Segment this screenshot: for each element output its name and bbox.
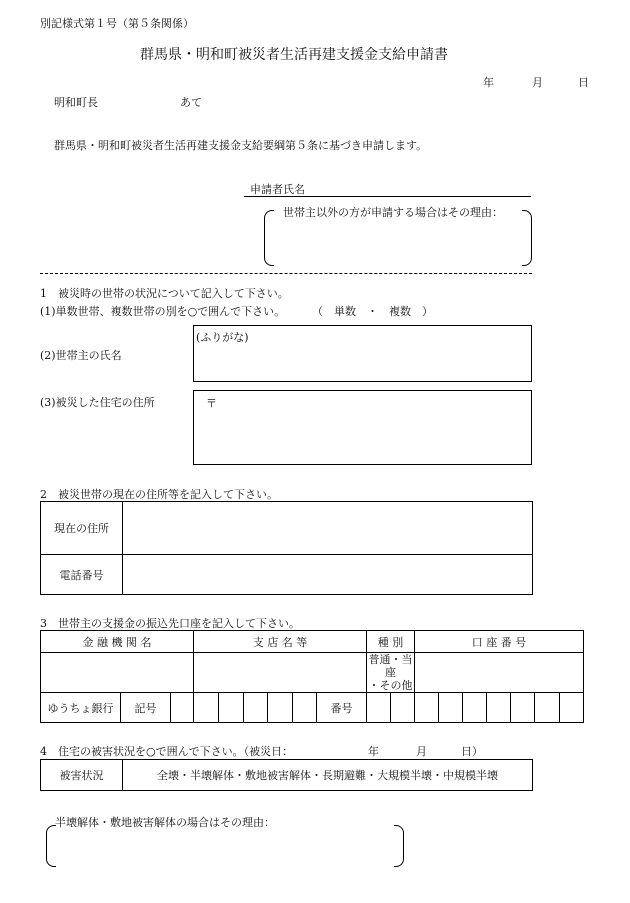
bango-digit-box[interactable] <box>511 693 535 723</box>
partial-demolition-bracket-right <box>394 825 404 867</box>
damage-status-table <box>40 759 533 791</box>
branch-name-field[interactable] <box>194 653 367 693</box>
bango-label: 番号 <box>317 693 367 723</box>
partial-demolition-reason-field[interactable] <box>56 830 394 864</box>
kigo-label: 記号 <box>121 693 171 723</box>
section1-heading: 1 被災時の世帯の状況について記入して下さい。 <box>40 287 289 300</box>
damage-status-label: 被害状況 <box>41 760 123 791</box>
bango-digit-box[interactable] <box>560 693 584 723</box>
furigana-label: (ふりがな) <box>196 331 249 344</box>
bango-digit-box[interactable] <box>535 693 560 723</box>
phone-label: 電話番号 <box>41 555 123 595</box>
section3-heading: 3 世帯主の支援金の振込先口座を記入して下さい。 <box>40 617 300 630</box>
applicant-name-label: 申請者氏名 <box>250 183 305 196</box>
kigo-digit-box[interactable] <box>194 693 219 723</box>
damage-status-options[interactable]: 全壊・半壊解体・敷地被害解体・長期避難・大規模半壊・中規模半壊 <box>123 760 533 791</box>
addressee: 明和町長 <box>54 96 98 109</box>
disaster-date-year: 年 <box>368 745 379 758</box>
kigo-digit-box[interactable] <box>219 693 244 723</box>
section-divider <box>40 273 532 274</box>
damaged-address-label: (3)被災した住宅の住所 <box>40 396 155 409</box>
partial-demolition-reason-label: 半壊解体・敷地被害解体の場合はその理由： <box>55 816 275 829</box>
kigo-digit-box[interactable] <box>268 693 293 723</box>
account-number-header: 口 座 番 号 <box>415 631 584 653</box>
head-name-field[interactable] <box>193 325 532 382</box>
bank-name-field[interactable] <box>41 653 194 693</box>
applicant-reason-bracket-right <box>522 210 532 266</box>
head-name-label: (2)世帯主の氏名 <box>40 349 122 362</box>
date-month-label: 月 <box>532 76 543 89</box>
addressee-suffix: あて <box>180 96 202 109</box>
form-number: 別記様式第１号（第５条関係） <box>40 17 194 30</box>
account-type-options[interactable] <box>367 653 415 693</box>
bango-digit-box[interactable] <box>439 693 463 723</box>
page-title: 群馬県・明和町被災者生活再建支援金支給申請書 <box>140 47 448 63</box>
current-address-field[interactable] <box>123 502 533 555</box>
partial-demolition-bracket-left <box>46 825 56 867</box>
current-address-table <box>40 501 533 595</box>
kigo-digit-box[interactable] <box>244 693 268 723</box>
section4-heading: 4 住宅の被害状況を○で囲んで下さい。（被災日： <box>40 745 294 758</box>
applicant-name-line[interactable] <box>244 196 531 197</box>
bango-digit-box[interactable] <box>463 693 487 723</box>
bango-digit-box[interactable] <box>391 693 415 723</box>
disaster-date-month: 月 <box>416 745 427 758</box>
kigo-digit-box[interactable] <box>171 693 194 723</box>
bank-account-table <box>40 630 584 723</box>
date-year-label: 年 <box>483 76 494 89</box>
account-number-field[interactable] <box>415 653 584 693</box>
applicant-reason-bracket-left <box>264 210 274 266</box>
applicant-reason-label: 世帯主以外の方が申請する場合はその理由： <box>283 206 503 219</box>
date-day-label: 日 <box>578 76 589 89</box>
bango-digit-box[interactable] <box>415 693 439 723</box>
application-statement: 群馬県・明和町被災者生活再建支援金支給要綱第５条に基づき申請します。 <box>54 139 428 152</box>
account-type-header: 種 別 <box>367 631 415 653</box>
bango-digit-box[interactable] <box>367 693 391 723</box>
applicant-reason-field[interactable] <box>274 216 522 260</box>
section2-heading: 2 被災世帯の現在の住所等を記入して下さい。 <box>40 488 278 501</box>
household-type-options[interactable]: （ 単数 ・ 複数 ） <box>312 305 433 318</box>
current-address-label: 現在の住所 <box>41 502 123 555</box>
disaster-date-day: 日） <box>461 745 483 758</box>
damaged-address-field[interactable] <box>193 390 532 465</box>
postal-mark: 〒 <box>206 397 217 410</box>
phone-field[interactable] <box>123 555 533 595</box>
yucho-label: ゆうちょ銀行 <box>41 693 121 723</box>
bank-name-header: 金 融 機 関 名 <box>41 631 194 653</box>
household-type-question: (1)単数世帯、複数世帯の別を○で囲んで下さい。 <box>40 305 286 318</box>
branch-name-header: 支 店 名 等 <box>194 631 367 653</box>
bango-digit-box[interactable] <box>487 693 511 723</box>
account-type-option-line2: ・その他 <box>368 679 413 692</box>
account-type-option-line1: 普通・当座 <box>368 653 413 679</box>
kigo-digit-box[interactable] <box>293 693 317 723</box>
